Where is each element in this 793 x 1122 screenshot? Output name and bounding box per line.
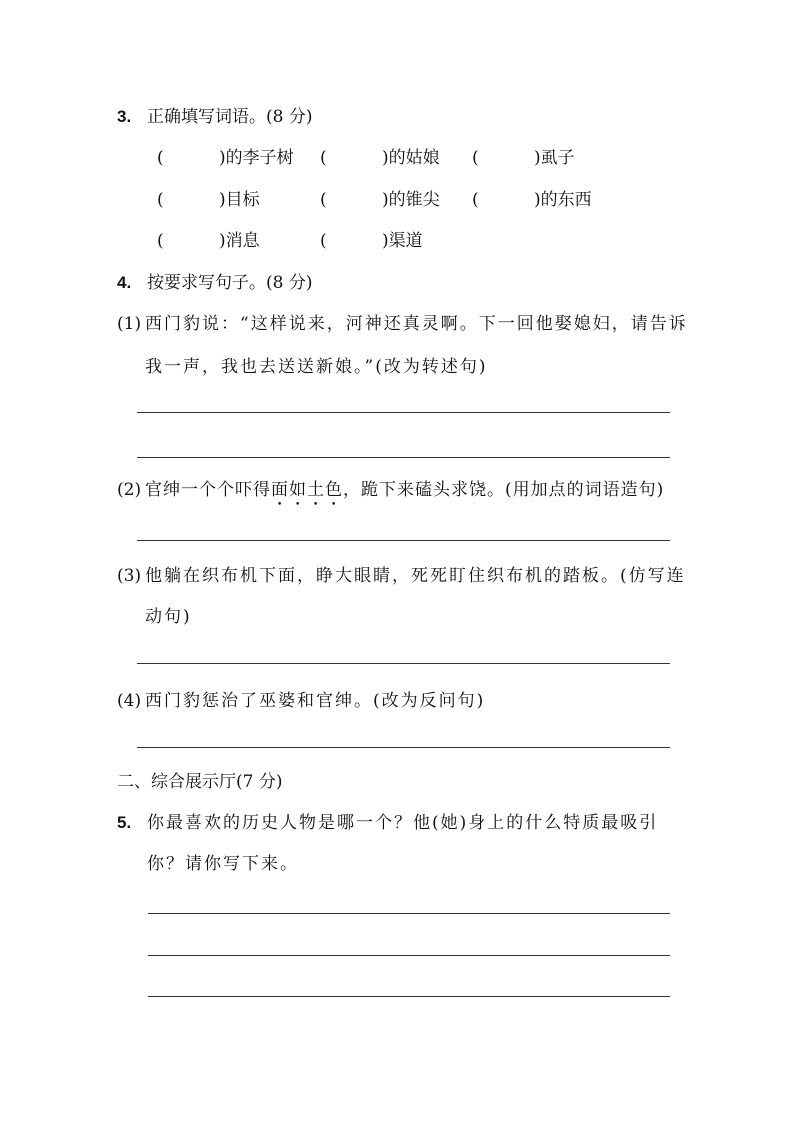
sub-label: (2) [117, 480, 142, 500]
q3-number: 3. [117, 107, 132, 126]
answer-line[interactable] [137, 457, 670, 458]
answer-line[interactable] [148, 913, 670, 914]
sub-label: (3) [117, 566, 142, 586]
q4-title: 按要求写句子。(8 分) [147, 273, 313, 293]
q3-item: )消息 [219, 231, 260, 251]
q3-item: )的东西 [534, 190, 592, 210]
answer-line[interactable] [148, 955, 670, 956]
answer-line[interactable] [148, 996, 670, 997]
emphasized-phrase: 面如土色 [271, 480, 343, 500]
blank-open-paren: ( [157, 231, 164, 251]
q5-text: 你最喜欢的历史人物是哪一个？他(她)身上的什么特质最吸引 [147, 813, 659, 833]
blank-open-paren: ( [157, 190, 164, 210]
sub-question-text-cont: 动句) [145, 607, 192, 627]
answer-line[interactable] [137, 540, 670, 541]
answer-line[interactable] [137, 663, 670, 664]
q5-number: 5. [117, 813, 132, 832]
sub-question-text: 西门豹说：“这样说来，河神还真灵啊。下一回他娶媳妇，请告诉 [145, 314, 688, 334]
blank-open-paren: ( [472, 148, 479, 168]
sub-question-text: 他躺在织布机下面，睁大眼睛，死死盯住织布机的踏板。(仿写连 [145, 566, 686, 586]
sub-question-text: 西门豹惩治了巫婆和官绅。(改为反问句) [145, 691, 486, 711]
q5-text-cont: 你？请你写下来。 [147, 854, 299, 874]
section-title: 二、综合展示厅(7 分) [117, 772, 283, 792]
sub-label: (1) [117, 314, 142, 334]
q3-title: 正确填写词语。(8 分) [147, 107, 313, 127]
sub-label: (4) [117, 691, 142, 711]
blank-open-paren: ( [472, 190, 479, 210]
blank-open-paren: ( [320, 190, 327, 210]
q3-item: )的姑娘 [382, 148, 440, 168]
q4-number: 4. [117, 273, 132, 292]
q3-item: )的锥尖 [382, 190, 440, 210]
blank-open-paren: ( [320, 148, 327, 168]
q3-item: )目标 [219, 190, 260, 210]
q3-item: )的李子树 [219, 148, 294, 168]
blank-open-paren: ( [320, 231, 327, 251]
q3-item: )虱子 [534, 148, 575, 168]
answer-line[interactable] [137, 747, 670, 748]
q3-item: )渠道 [382, 231, 423, 251]
answer-line[interactable] [137, 412, 670, 413]
sub-question-text: 官绅一个个吓得面如土色，跪下来磕头求饶。(用加点的词语造句) [145, 480, 665, 500]
sub-question-text-cont: 我一声，我也去送送新娘。”(改为转述句) [145, 357, 488, 377]
blank-open-paren: ( [157, 148, 164, 168]
